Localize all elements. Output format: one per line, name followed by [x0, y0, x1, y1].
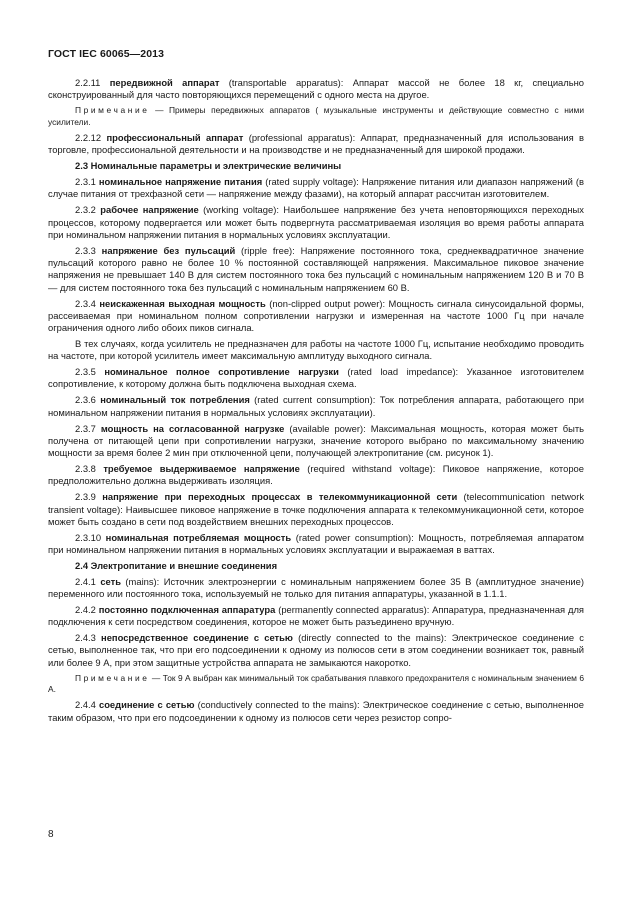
defined-term: рабочее напряжение — [100, 204, 199, 216]
definition-text: (telecommunication network transient voltage): Наивысшее пиковое напряжение в точке подключения аппарата к телекоммуникационной сети, которое может быть создано в сети под воздействием внешних переходных процессов. — [48, 491, 585, 527]
definition-text: (permanently connected apparatus): Аппаратура, предназначенная для подключения к сети посредством соединения, которое не может быть разъединено вручную. — [48, 603, 585, 628]
definition-paragraph — [48, 298, 584, 335]
clause-number: 2.3.7 — [75, 422, 96, 434]
section-heading: 2.4 Электропитание и внешние соединения — [75, 559, 278, 571]
note-text: — Ток 9 А выбран как минимальный ток срабатывания плавкого предохранителя с номинальным значением 6 А. — [48, 672, 584, 695]
clause-number: 2.3.2 — [75, 204, 96, 216]
defined-term: сеть — [100, 575, 121, 587]
section-heading: 2.3 Номинальные параметры и электрические величины — [75, 160, 342, 172]
page-number: 8 — [48, 829, 54, 840]
body-paragraph: В тех случаях, когда усилитель не предназначен для работы на частоте 1000 Гц, испытание необходимо проводить на частоте, при которой усилитель имеет максимальную амплитуду выходного сигнала. — [48, 337, 584, 362]
definition-paragraph — [48, 463, 584, 488]
definition-text: (mains): Источник электроэнергии с номинальным напряжением более 35 В (амплитудное значение) переменного или постоянного тока, используемый не только для питания аппаратуры, указанной в 1.1.1. — [48, 575, 584, 600]
defined-term: номинальное полное сопротивление нагрузки — [104, 366, 339, 378]
document-body — [48, 77, 584, 728]
definition-text: (rated current consumption): Ток потребления аппарата, работающего при номинальном напряжении питания в нормальных условиях эксплуатации). — [48, 394, 584, 418]
definition-text: (ripple free): Напряжение постоянного тока, среднеквадратичное значение пульсаций которого равно не более 10 % постоянной составляющей напряжения. Максимальное пиковое значение напряжения не превышает 140 В для систем постоянного тока без пульсаций с номинальным напряжением 120 В и 70 В — для систем постоянного тока без пульсаций с номинальным напряжением 60 В. — [48, 244, 585, 293]
definition-text: (required withstand voltage): Пиковое напряжение, которое предположительно должна выдерживать изоляция. — [48, 463, 584, 487]
definition-paragraph — [48, 604, 584, 629]
clause-number: 2.3.9 — [75, 491, 96, 503]
definition-paragraph — [48, 176, 584, 201]
definition-text: (rated power consumption): Мощность, потребляемая аппаратом при номинальном напряжении питания в нормальных условиях эксплуатации и выражаемая в ваттах. — [48, 531, 584, 555]
definition-paragraph — [48, 632, 584, 669]
defined-term: номинальный ток потребления — [100, 394, 250, 406]
clause-number: 2.3.1 — [75, 176, 96, 188]
defined-term: требуемое выдерживаемое напряжение — [103, 463, 300, 475]
definition-text: (rated supply voltage): Напряжение питания или диапазон напряжений (в случае питания от трехфазной сети — напряжение между фазами), на который аппарат рассчитан изготовителем. — [48, 176, 584, 200]
page-header-standard-id: ГОСТ IEC 60065—2013 — [48, 48, 165, 60]
clause-number: 2.3.5 — [75, 366, 96, 378]
definition-paragraph — [48, 576, 584, 601]
definition-paragraph — [48, 423, 584, 460]
clause-number: 2.4.3 — [75, 632, 96, 644]
clause-number: 2.2.12 — [75, 131, 102, 143]
note-label: Примечание — [75, 672, 150, 683]
clause-number: 2.4.4 — [75, 699, 96, 711]
definition-text: (professional apparatus): Аппарат, предназначенный для использования в торговле, профессиональной деятельности и на производстве и не предназначенный для широкой продажи. — [48, 131, 585, 156]
defined-term: мощность на согласованной нагрузке — [100, 422, 285, 434]
definition-paragraph — [48, 394, 584, 419]
defined-term: соединение с сетью — [98, 699, 195, 711]
defined-term: неискаженная выходная мощность — [99, 297, 266, 309]
definition-text: (transportable apparatus): Аппарат массой не более 18 кг, специально сконструированный для часто повторяющихся перемещений с одного места на другое. — [48, 77, 585, 101]
clause-number: 2.4.2 — [75, 603, 96, 615]
note-text: — Примеры передвижных аппаратов ( музыкальные инструменты и действующие совместно с ними усилители. — [48, 105, 584, 127]
clause-number: 2.4.1 — [75, 575, 96, 587]
clause-number: 2.3.3 — [75, 244, 96, 256]
defined-term: напряжение без пульсаций — [101, 244, 236, 256]
defined-term: номинальное напряжение питания — [98, 176, 263, 188]
definition-text: (rated load impedance): Указанное изготовителем сопротивление, к которому должна быть подключена выходная схема. — [48, 366, 585, 390]
clause-number: 2.3.4 — [75, 297, 96, 309]
definition-text: (directly connected to the mains): Электрическое соединение с сетью, выполненное так, что при его подсоединении к одному из полюсов сети в этом соединении возникает ток, равный или более 9 А, при этом защитные устройства аппарата не замыкаются накоротко. — [48, 632, 584, 668]
defined-term: передвижной аппарат — [109, 77, 220, 88]
clause-number: 2.3.6 — [75, 394, 96, 406]
definition-text: (working voltage): Наибольшее напряжение без учета неповторяющихся переходных процессов, которому подвергается или может быть подвергнута рассматриваемая изоляция во время работы аппарата при номинальном напряжении питания в нормальных условиях эксплуатации. — [48, 204, 584, 240]
note-paragraph — [48, 673, 584, 696]
defined-term: постоянно подключенная аппаратура — [98, 603, 276, 615]
definition-paragraph — [48, 245, 584, 294]
definition-text: (available power): Максимальная мощность, которая может быть получена от питающей цепи при сопротивлении нагрузки, значение которого выбрано по максимальному значению мощности за время более 2 мин при отключенной цепи, получающей электропитание (см. рисунок 1). — [48, 422, 585, 459]
definition-text: (non-clipped output power): Мощность сигнала синусоидальной формы, рассеиваемая при номинальном полном сопротивлении нагрузки и измеренная на частоте 1000 Гц при начале ограничения одного либо обоих пиков сигнала. — [48, 297, 584, 334]
defined-term: номинальная потребляемая мощность — [105, 531, 292, 543]
clause-number: 2.3.8 — [75, 463, 96, 475]
defined-term: профессиональный аппарат — [106, 131, 244, 143]
definition-paragraph — [48, 532, 584, 557]
definition-paragraph — [48, 699, 584, 724]
definition-paragraph — [48, 204, 584, 241]
note-paragraph — [48, 105, 584, 128]
definition-paragraph — [48, 491, 584, 528]
defined-term: напряжение при переходных процессах в телекоммуникационной сети — [102, 491, 458, 503]
clause-number: 2.2.11 — [75, 77, 101, 88]
clause-number: 2.3.10 — [75, 531, 102, 543]
definition-text: (conductively connected to the mains): Электрическое соединение с сетью, выполненное таким образом, что при его подсоединении к одному из полюсов сети через резистор сопро- — [48, 699, 584, 723]
definition-paragraph — [48, 77, 584, 102]
defined-term: непосредственное соединение с сетью — [101, 632, 293, 644]
definition-paragraph — [48, 132, 584, 157]
note-label: Примечание — [75, 105, 150, 116]
definition-paragraph — [48, 366, 584, 391]
